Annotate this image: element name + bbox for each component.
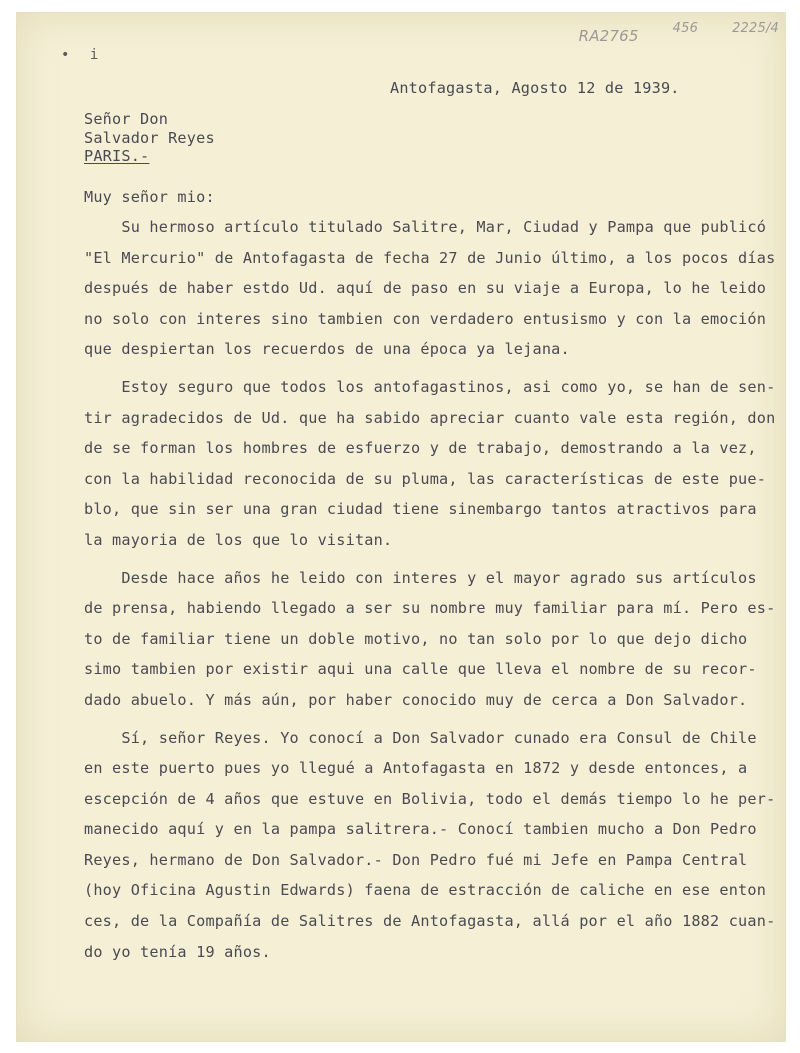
text-line: do yo tenía 19 años.: [84, 942, 271, 961]
salutation: Muy señor mio:: [84, 188, 215, 206]
text-line: Su hermoso artículo titulado Salitre, Mar, Ciudad y Pampa que publicó: [84, 218, 767, 236]
archive-mark: 2225/4: [732, 21, 779, 36]
letter-body: [84, 212, 784, 967]
text-line: escepción de 4 años que estuve en Bolivia, todo el demás tiempo lo he per-: [84, 789, 776, 808]
addressee-city: PARIS.-: [84, 147, 150, 165]
paragraph: [84, 563, 784, 716]
archive-reference-marks: [579, 21, 779, 45]
addressee-block: [84, 110, 215, 166]
text-line: "El Mercurio" de Antofagasta de fecha 27 de Junio último, a los pocos días: [84, 248, 776, 267]
text-line: manecido aquí y en la pampa salitrera.- Conocí tambien mucho a Don Pedro: [84, 820, 757, 839]
letter-date: Antofagasta, Agosto 12 de 1939.: [390, 79, 680, 97]
text-line: simo tambien por existir aqui una calle que lleva el nombre de su recor-: [84, 660, 757, 679]
text-line: de prensa, habiendo llegado a ser su nombre muy familiar para mí. Pero es-: [84, 599, 776, 618]
text-line: en este puerto pues yo llegué a Antofagasta en 1872 y desde entonces, a: [84, 759, 748, 778]
text-line: que despiertan los recuerdos de una época ya lejana.: [84, 340, 570, 359]
text-line: blo, que sin ser una gran ciudad tiene sinembargo tantos atractivos para: [84, 500, 757, 519]
archive-mark: RA2765: [578, 27, 639, 45]
addressee-line: Señor Don: [84, 110, 169, 128]
text-line: dado abuelo. Y más aún, por haber conocido muy de cerca a Don Salvador.: [84, 690, 748, 709]
text-line: Estoy seguro que todos los antofagastinos, asi como yo, se han de sen-: [84, 377, 776, 396]
text-line: de se forman los hombres de esfuerzo y de trabajo, demostrando a la vez,: [84, 439, 757, 458]
text-line: Desde hace años he leido con interes y el mayor agrado sus artículos: [84, 568, 757, 587]
text-line: to de familiar tiene un doble motivo, no tan solo por lo que dejo dicho: [84, 629, 748, 648]
text-line: Sí, señor Reyes. Yo conocí a Don Salvador cunado era Consul de Chile: [84, 728, 757, 747]
margin-marks: • i: [61, 47, 105, 63]
letter-page: [16, 12, 786, 1042]
text-line: tir agradecidos de Ud. que ha sabido apreciar cuanto vale esta región, don: [84, 408, 776, 427]
text-line: ces, de la Compañía de Salitres de Antofagasta, allá por el año 1882 cuan-: [84, 912, 776, 931]
addressee-line: Salvador Reyes: [84, 128, 215, 147]
text-line: no solo con interes sino tambien con verdadero entusismo y con la emoción: [84, 309, 767, 328]
text-line: Reyes, hermano de Don Salvador.- Don Pedro fué mi Jefe en Pampa Central: [84, 850, 748, 869]
paragraph: [84, 212, 784, 365]
text-line: la mayoria de los que lo visitan.: [84, 530, 393, 549]
text-line: con la habilidad reconocida de su pluma, las características de este pue-: [84, 469, 767, 488]
archive-mark: 456: [672, 21, 699, 36]
paragraph: [84, 723, 784, 968]
text-line: (hoy Oficina Agustin Edwards) faena de estracción de caliche en ese enton: [84, 881, 767, 900]
text-line: después de haber estdo Ud. aquí de paso en su viaje a Europa, lo he leido: [84, 279, 767, 298]
paragraph: [84, 372, 784, 556]
